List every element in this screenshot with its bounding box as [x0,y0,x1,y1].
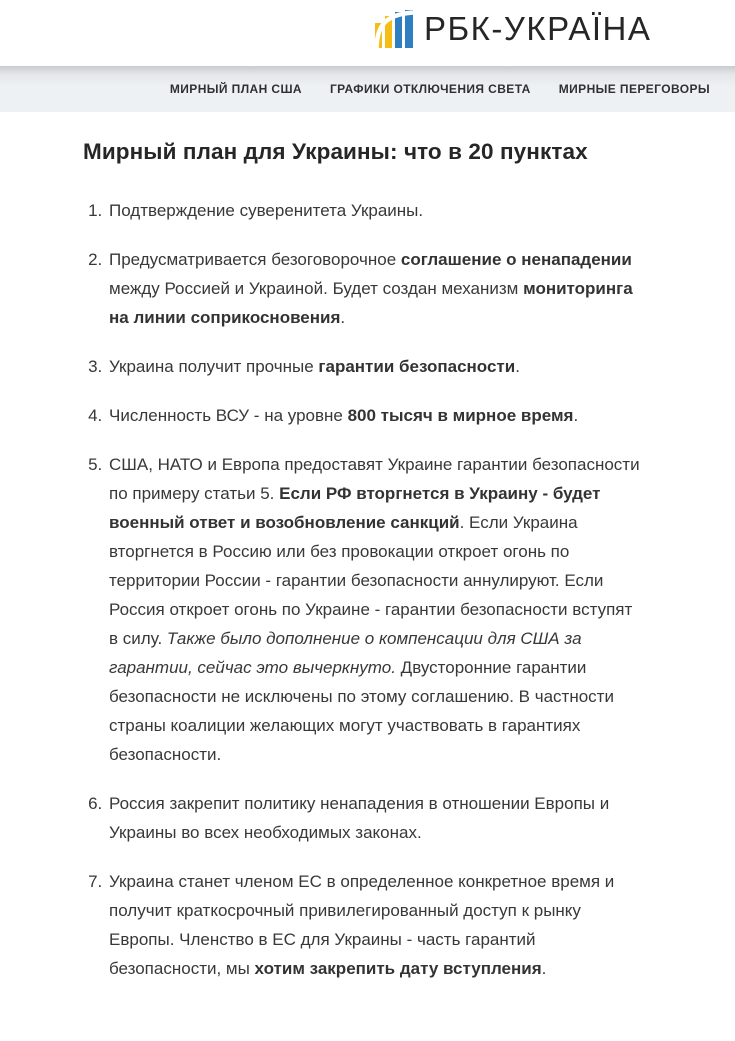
list-item-text-run: США, НАТО и Европа предоставят Украине гарантии безопасности по примеру статьи 5. [109,455,640,503]
list-item-text-run: хотим закрепить дату вступления [254,959,542,978]
list-item-text-run: Численность ВСУ - на уровне [109,406,348,425]
nav-item-blackout-schedules[interactable]: ГРАФИКИ ОТКЛЮЧЕНИЯ СВЕТА [329,82,531,96]
list-item [107,789,641,847]
nav-item-peace-plan-usa[interactable]: МИРНЫЙ ПЛАН США [169,82,302,96]
article-title: Мирный план для Украины: что в 20 пунктах [83,139,588,164]
list-item-text-run: . [340,308,346,327]
list-item-text-run: . [515,357,520,376]
list-item [107,867,641,983]
list-item-text-run: Украина получит прочные [109,357,319,376]
list-item-text-run: гарантии безопасности [318,357,516,376]
list-item-text-run: Россия закрепит политику ненападения в отношении Европы и Украины во всех необходимых законах. [109,794,610,842]
list-item [107,245,641,332]
list-item-text-run: соглашение о ненападении [400,250,632,269]
list-item-text-run: . [541,959,547,978]
list-item [107,196,641,225]
rbc-logo-icon [375,10,413,48]
site-logo-text: РБК-УКРАЇНА [424,10,652,47]
article [0,138,735,1023]
site-header [0,0,735,66]
list-item-text-run: Украина станет членом ЕС в определенное конкретное время и получит краткосрочный привилегированный доступ к рынку Европы. Членство в ЕС для Украины - часть гарантий безопасности, мы [109,872,615,978]
list-item [107,352,641,381]
list-item-text-run: мониторинга на линии соприкосновения [109,279,633,327]
list-item-text-run: 800 тысяч в мирное время [347,406,574,425]
list-item-text-run: . Если Украина вторгнется в Россию или без провокации откроет огонь по территории России - гарантии безопасности аннулируют. Если Россия откроет огонь по Украине - гарантии безопасности вступят в силу. [109,513,633,648]
list-item-text-run: между Россией и Украиной. Будет создан механизм [109,279,524,298]
list-item-text-run: Двусторонние гарантии безопасности не исключены по этому соглашению. В частности страны коалиции желающих могут участвовать в гарантиях безопасности. [109,658,614,764]
site-logo[interactable] [375,10,651,48]
list-item [107,401,641,430]
peace-plan-list [83,196,641,983]
list-item-text-run: . [573,406,579,425]
list-item-text-run: Подтверждение суверенитета Украины. [109,201,424,220]
list-item-text-run: Предусматривается безоговорочное [109,250,401,269]
list-item-text-run: Если РФ вторгнется в Украину - будет военный ответ и возобновление санкций [109,484,601,532]
list-item [107,450,641,769]
nav-item-peace-talks[interactable]: МИРНЫЕ ПЕРЕГОВОРЫ [558,82,710,96]
top-navigation [0,66,735,112]
list-item-text-run: Также было дополнение о компенсации для США за гарантии, сейчас это вычеркнуто. [109,629,582,677]
